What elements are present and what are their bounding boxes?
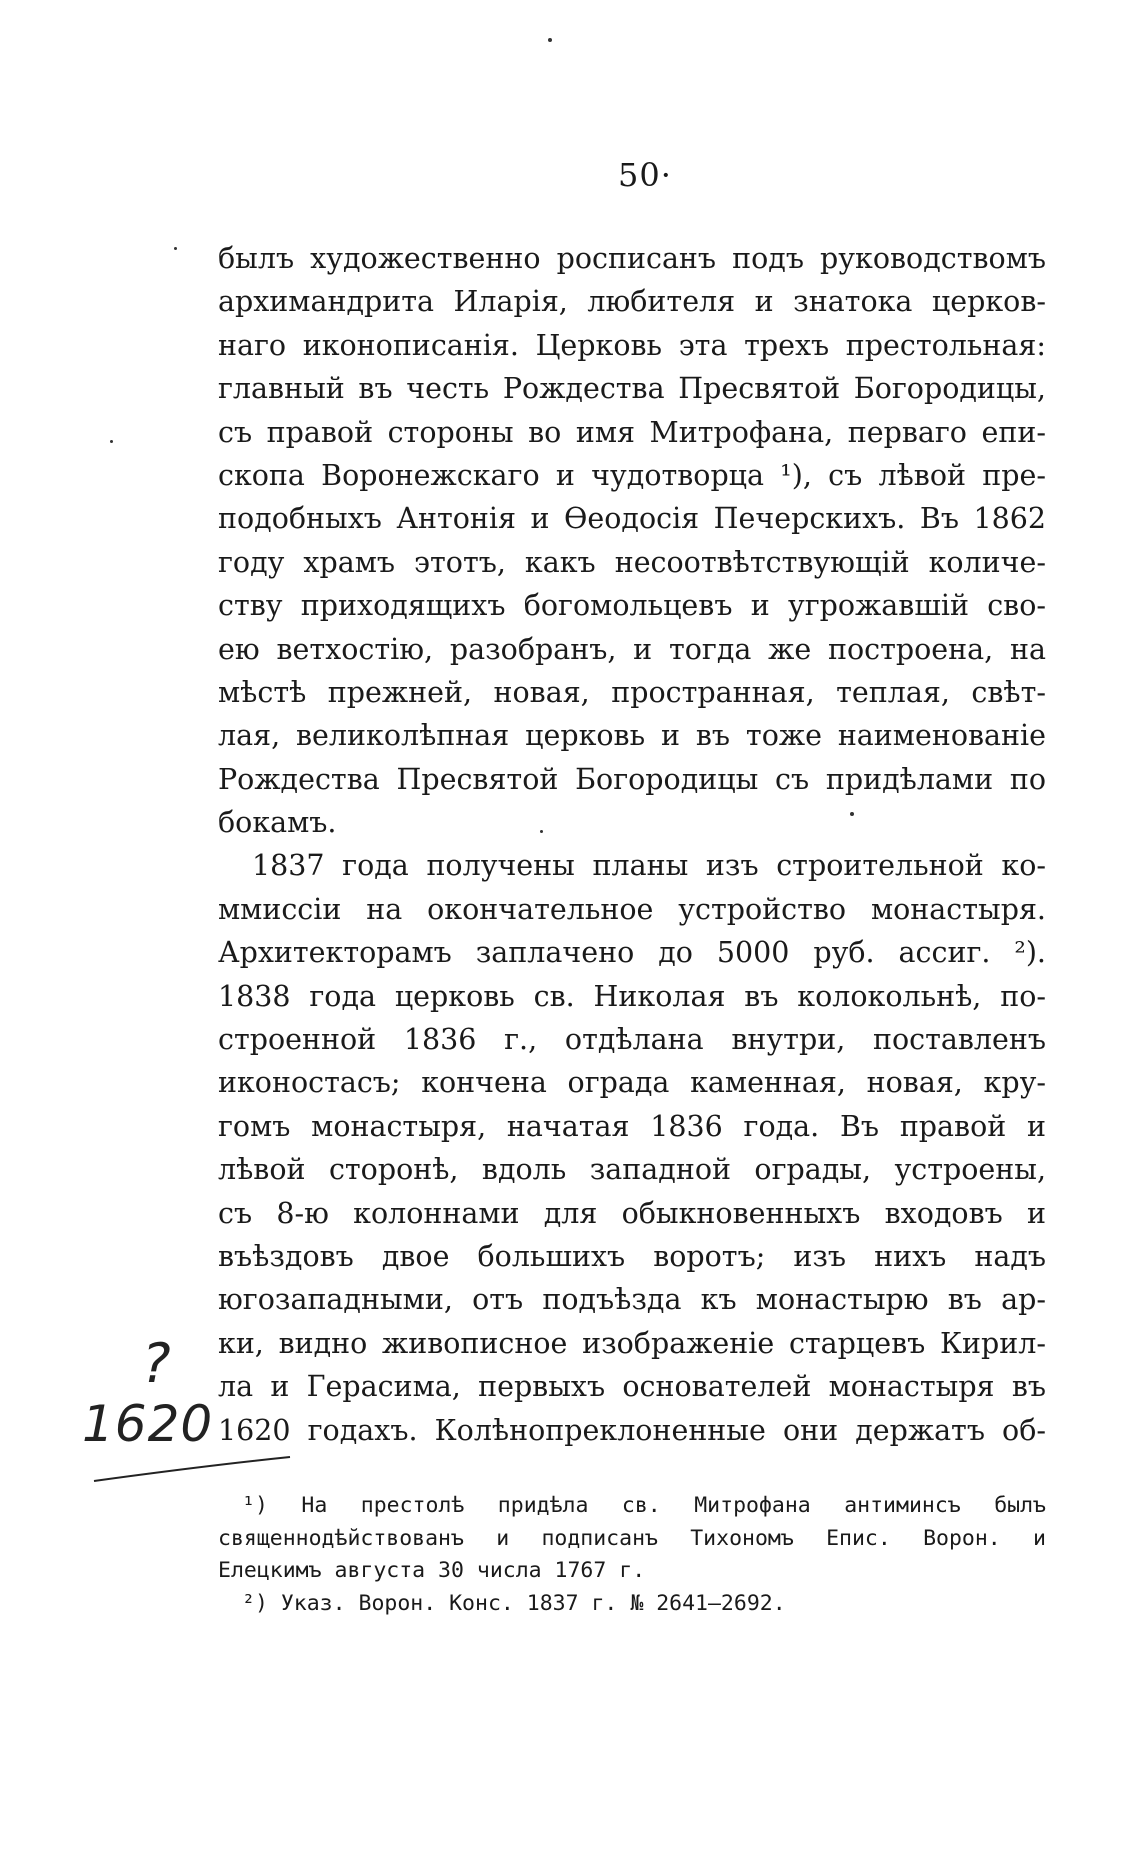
text-line: бокамъ. (218, 806, 337, 840)
scan-speck (548, 38, 552, 42)
handwritten-year-note: 1620 (82, 1395, 214, 1453)
text-line: лѣвой сторонѣ, вдоль западной ограды, устроены, (218, 1153, 1046, 1187)
page-number: 50· (618, 156, 672, 194)
footnote-line: Елецкимъ августа 30 числа 1767 г. (218, 1558, 646, 1583)
text-line: мѣстѣ прежней, новая, пространная, теплая, свѣт- (218, 675, 1046, 709)
text-line: былъ художественно росписанъ подъ руководствомъ (218, 242, 1046, 275)
footnote-line: священнодѣйствованъ и подписанъ Тихономъ Епис. Ворон. и (218, 1525, 1046, 1551)
text-line: строенной 1836 г., отдѣлана внутри, поставленъ (218, 1023, 1046, 1057)
scan-speck (174, 247, 177, 250)
text-line: югозападными, отъ подъѣзда къ монастырю въ ар- (218, 1283, 1046, 1317)
text-line: ммиссіи на окончательное устройство монастыря. (218, 892, 1046, 926)
text-line: скопа Воронежскаго и чудотворца ¹), съ лѣвой пре- (218, 458, 1046, 492)
text-line: съ правой стороны во имя Митрофана, перваго епи- (218, 415, 1046, 449)
text-line: Архитекторамъ заплачено до 5000 руб. ассиг. ²). (218, 936, 1046, 970)
text-line: 1837 года получены планы изъ строительной ко- (252, 849, 1046, 883)
text-line: главный въ честь Рождества Пресвятой Богородицы, (218, 372, 1046, 406)
text-line: году храмъ этотъ, какъ несоотвѣтствующій количе- (218, 545, 1046, 579)
footnote-line: ¹) На престолѣ придѣла св. Митрофана антиминсъ былъ (242, 1493, 1046, 1518)
text-line: архимандрита Иларія, любителя и знатока церков- (218, 285, 1046, 319)
text-line: ею ветхостію, разобранъ, и тогда же построена, на (218, 632, 1046, 666)
text-line: Рождества Пресвятой Богородицы съ придѣлами по (218, 762, 1046, 796)
handwritten-underline (92, 1455, 292, 1485)
text-line: съ 8-ю колоннами для обыкновенныхъ входовъ и (218, 1196, 1046, 1230)
text-line: 1838 года церковь св. Николая въ колокольнѣ, по- (218, 979, 1046, 1013)
text-line: ки, видно живописное изображеніе старцевъ Кирил- (218, 1326, 1046, 1360)
text-line: иконостасъ; кончена ограда каменная, новая, кру- (218, 1066, 1046, 1100)
footnotes (218, 1490, 1046, 1620)
footnote-line: ²) Указ. Ворон. Конс. 1837 г. № 2641—2692. (242, 1590, 786, 1616)
text-line: ла и Герасима, первыхъ основателей монастыря въ (218, 1370, 1046, 1404)
text-line: гомъ монастыря, начатая 1836 года. Въ правой и (218, 1109, 1046, 1143)
text-line: въѣздовъ двое большихъ воротъ; изъ нихъ надъ (218, 1239, 1046, 1273)
scan-speck (110, 440, 113, 443)
text-line: 1620 годахъ. Колѣнопреклоненные они держатъ об- (218, 1413, 1046, 1447)
text-line: лая, великолѣпная церковь и въ тоже наименованіе (218, 719, 1046, 753)
main-text (218, 237, 1046, 1452)
handwritten-question-mark: ? (142, 1332, 171, 1395)
text-line: подобныхъ Антонія и Өеодосія Печерскихъ. Въ 1862 (218, 502, 1046, 536)
text-line: ству приходящихъ богомольцевъ и угрожавшій сво- (218, 589, 1046, 623)
text-line: наго иконописанія. Церковь эта трехъ престольная: (218, 328, 1046, 362)
